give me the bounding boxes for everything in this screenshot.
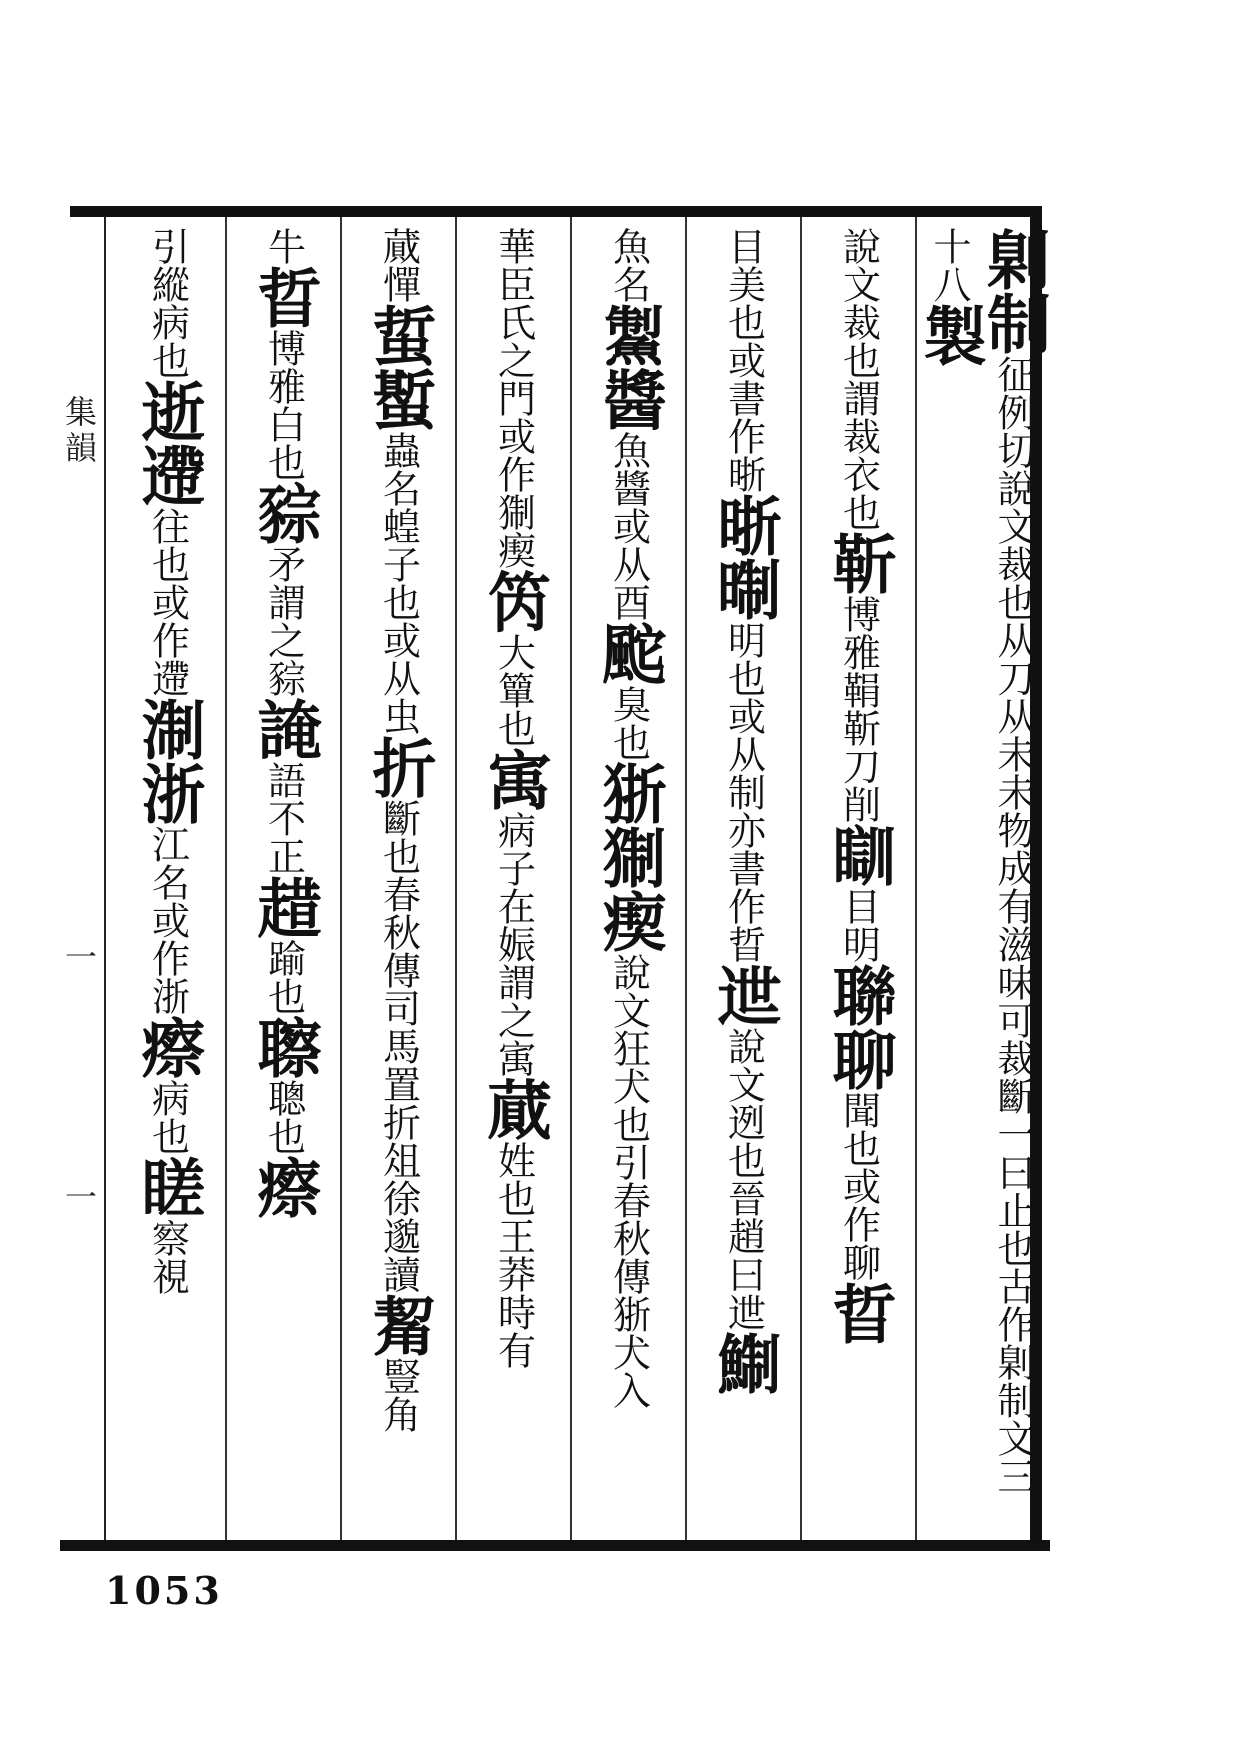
- top-frame-rule: [70, 206, 1040, 217]
- headword: 㝢: [476, 747, 552, 811]
- column-text: [706, 217, 782, 1532]
- headword: 䱥醬: [591, 303, 667, 431]
- gloss-text: 聰也: [261, 1079, 306, 1155]
- column-text: [476, 217, 552, 1532]
- headword: 瘵: [130, 1015, 206, 1079]
- text-column: [570, 217, 685, 1540]
- gloss-text: 姓也王莽時有: [491, 1141, 536, 1369]
- gloss-text: 斷也春秋傳司馬置折俎徐邈讀: [376, 799, 421, 1293]
- margin-mark: 一: [60, 940, 98, 976]
- gloss-text: 說文迾也晉趙曰迣: [721, 1027, 766, 1331]
- gloss-text: 征例切說文裁也从刀从未未物成有滋味可裁斷一曰止也古作㓷制文三十八: [927, 227, 1035, 1495]
- gloss-text: 往也或作遰: [145, 507, 190, 697]
- headword: 製: [912, 303, 987, 367]
- gloss-text: 說文狂犬也引春秋傳狾犬入: [606, 953, 651, 1409]
- gloss-text: 矛謂之䝋: [261, 545, 306, 697]
- text-columns: [110, 217, 1051, 1540]
- column-text: [591, 217, 667, 1532]
- headword: 晢: [246, 265, 322, 329]
- text-column: [912, 217, 1051, 1540]
- headword: 笍: [476, 569, 552, 633]
- text-column: [685, 217, 800, 1540]
- column-text: [912, 217, 1051, 1532]
- text-column: [800, 217, 915, 1540]
- headword: 聯聊: [821, 963, 897, 1091]
- column-text: [821, 217, 897, 1532]
- gloss-text: 蟲名蝗子也或从虫: [376, 431, 421, 735]
- gloss-text: 明也或从制亦書作晢: [721, 621, 766, 963]
- text-column: [110, 217, 225, 1540]
- gloss-text: 江名或作浙: [145, 825, 190, 1015]
- headword: 䛳: [246, 697, 322, 761]
- gloss-text: 博雅白也: [261, 329, 306, 481]
- headword: 䬁: [591, 621, 667, 685]
- headword: 折: [361, 735, 437, 799]
- text-column: [455, 217, 570, 1540]
- gloss-text: 博雅鞙靳刀削: [836, 595, 881, 823]
- headword: 聺: [246, 1015, 322, 1079]
- gloss-text: 目美也或書作晣: [721, 227, 766, 493]
- bottom-frame-rule: [60, 1540, 1050, 1551]
- headword: 㓷制: [976, 227, 1051, 355]
- margin-mark-lower: 一: [60, 1180, 98, 1212]
- headword: 蜇蟴: [361, 303, 437, 431]
- headword: 逝遰: [130, 379, 206, 507]
- gloss-text: 踰也: [261, 939, 306, 1015]
- headword: 䝋: [246, 481, 322, 545]
- headword: 晣㫼: [706, 493, 782, 621]
- text-column: [225, 217, 340, 1540]
- gloss-text: 說文裁也謂裁衣也: [836, 227, 881, 531]
- column-text: [361, 217, 437, 1532]
- headword: 狾猘瘈: [591, 761, 667, 953]
- headword: 觢: [361, 1293, 437, 1357]
- headword: 趞: [246, 875, 322, 939]
- gloss-text: 病也: [145, 1079, 190, 1155]
- headword: 瞓: [821, 823, 897, 887]
- gloss-text: 蕆憚: [376, 227, 421, 303]
- gloss-text: 聞也或作聊: [836, 1091, 881, 1281]
- gloss-text: 病子在娠謂之㝢: [491, 811, 536, 1077]
- headword: 迣: [706, 963, 782, 1027]
- gloss-text: 魚名: [606, 227, 651, 303]
- page-number: 1053: [105, 1568, 223, 1613]
- gloss-text: 牛: [261, 227, 306, 265]
- headword: 鯯: [706, 1331, 782, 1395]
- gloss-text: 目明: [836, 887, 881, 963]
- headword: 淛浙: [130, 697, 206, 825]
- column-text: [246, 217, 322, 1532]
- headword: 䁟: [130, 1155, 206, 1219]
- gloss-text: 引縱病也: [145, 227, 190, 379]
- headword: 蕆: [476, 1077, 552, 1141]
- column-text: [130, 217, 206, 1532]
- gloss-text: 大簞也: [491, 633, 536, 747]
- gloss-text: 魚醬或从酉: [606, 431, 651, 621]
- gloss-text: 華臣氏之門或作猘瘈: [491, 227, 536, 569]
- headword: 晢: [821, 1281, 897, 1345]
- margin-rule: [104, 217, 106, 1540]
- gloss-text: 臭也: [606, 685, 651, 761]
- headword: 靳: [821, 531, 897, 595]
- gloss-text: 察視: [145, 1219, 190, 1295]
- text-column: [340, 217, 455, 1540]
- gloss-text: 豎角: [376, 1357, 421, 1433]
- gloss-text: 語不正: [261, 761, 306, 875]
- headword: 瘵: [246, 1155, 322, 1219]
- margin-title: 集韻: [60, 395, 98, 467]
